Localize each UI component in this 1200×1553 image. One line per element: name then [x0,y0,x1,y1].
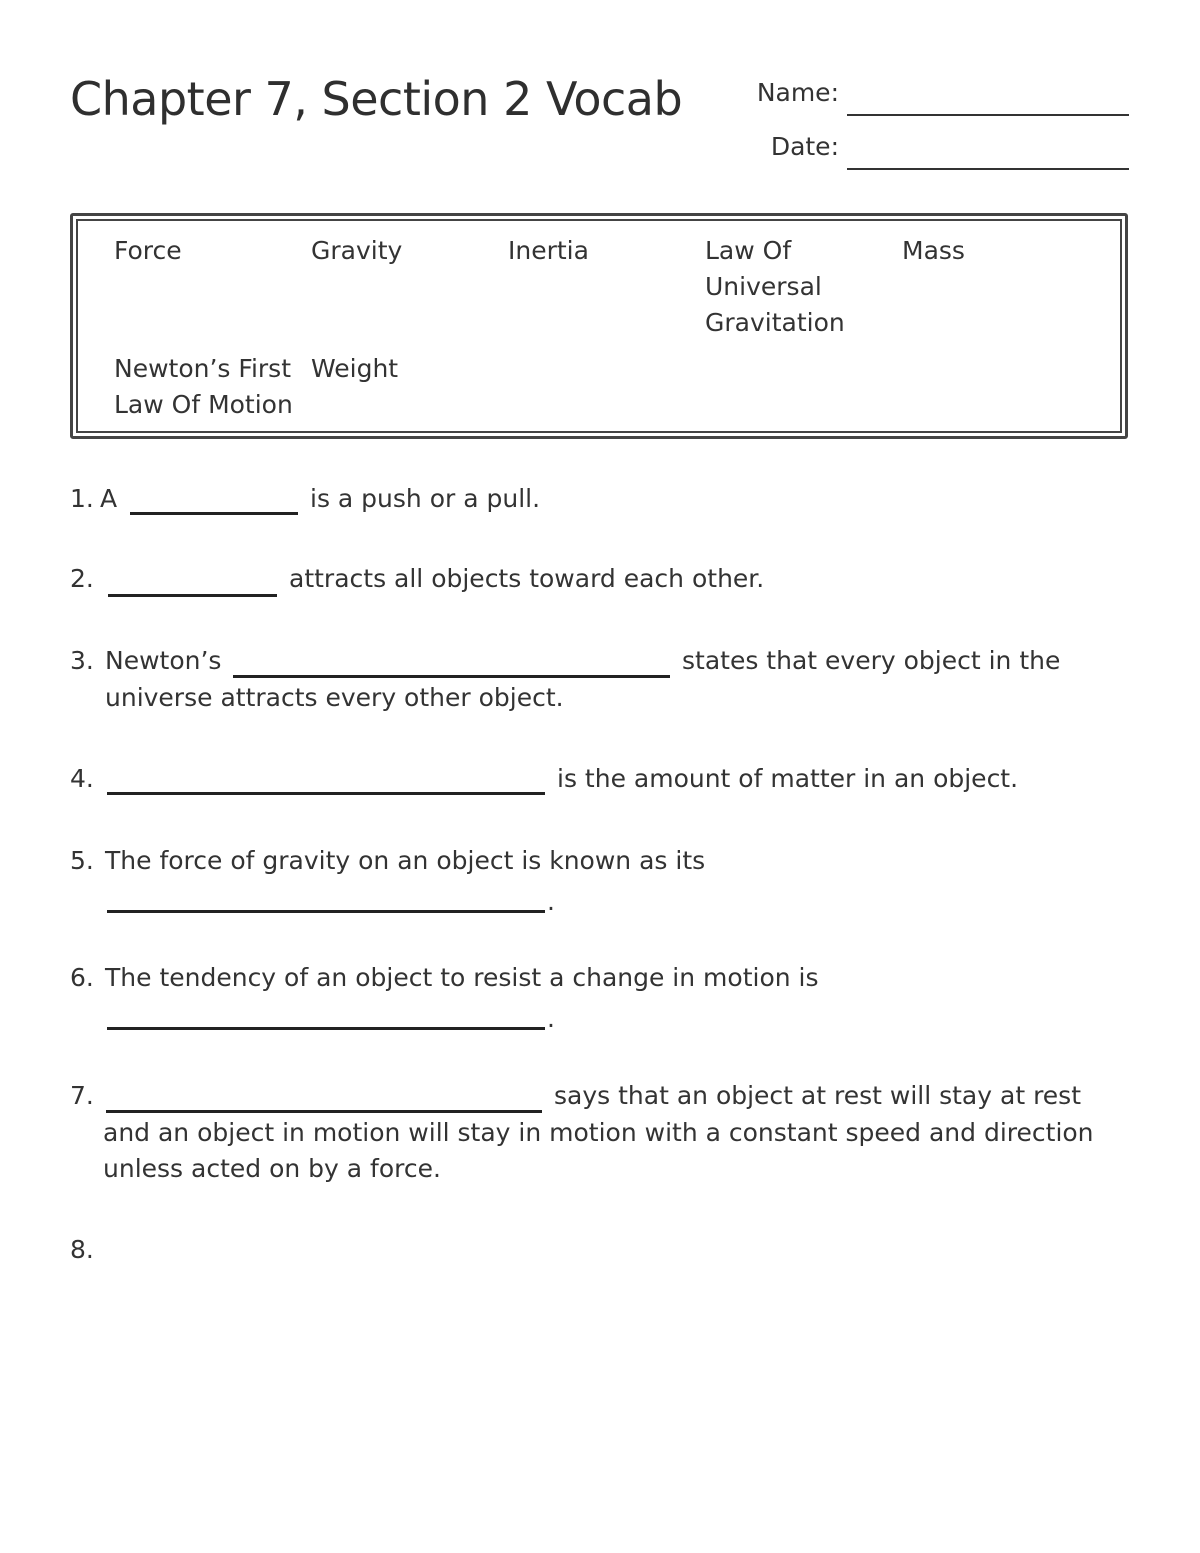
answer-blank[interactable] [233,675,670,678]
period: . [547,887,555,916]
question-text: and an object in motion will stay in motion with a constant speed and direction [103,1118,1094,1147]
question-number: 7. [70,1081,94,1110]
question-text: attracts all objects toward each other. [289,564,765,593]
word-bank-item: Mass [902,236,965,265]
question-text: states that every object in the [682,646,1061,675]
question-text: is the amount of matter in an object. [557,764,1019,793]
question-text: is a push or a pull. [310,484,541,513]
period: . [547,1004,555,1033]
answer-blank[interactable] [106,1110,542,1113]
word-bank-item: Gravity [311,236,403,265]
question-number: 5. [70,846,94,875]
answer-blank[interactable] [108,594,277,597]
question-text: The force of gravity on an object is known as its [105,846,706,875]
answer-blank[interactable] [130,512,298,515]
question-text: The tendency of an object to resist a change in motion is [105,963,819,992]
date-field[interactable] [847,168,1129,170]
question-text: unless acted on by a force. [103,1154,441,1183]
word-bank-item: Inertia [508,236,589,265]
word-bank-item: Law Of Universal Gravitation [705,236,845,337]
page-title: Chapter 7, Section 2 Vocab [70,72,683,126]
word-bank-item: Weight [311,354,399,383]
question-number: 1. [70,484,94,513]
question-text: A [100,484,118,513]
answer-blank[interactable] [107,792,545,795]
answer-blank[interactable] [107,1027,545,1030]
question-number: 8. [70,1235,94,1264]
question-text: says that an object at rest will stay at rest [554,1081,1082,1110]
name-field[interactable] [847,114,1129,116]
name-label: Name: [756,78,839,107]
question-number: 6. [70,963,94,992]
word-bank-item: Force [114,236,182,265]
question-number: 2. [70,564,94,593]
question-text: universe attracts every other object. [105,683,564,712]
date-label: Date: [770,132,839,161]
question-text: Newton’s [105,646,222,675]
question-number: 3. [70,646,94,675]
answer-blank[interactable] [107,910,545,913]
word-bank-item: Newton’s First Law Of Motion [114,354,293,419]
question-number: 4. [70,764,94,793]
